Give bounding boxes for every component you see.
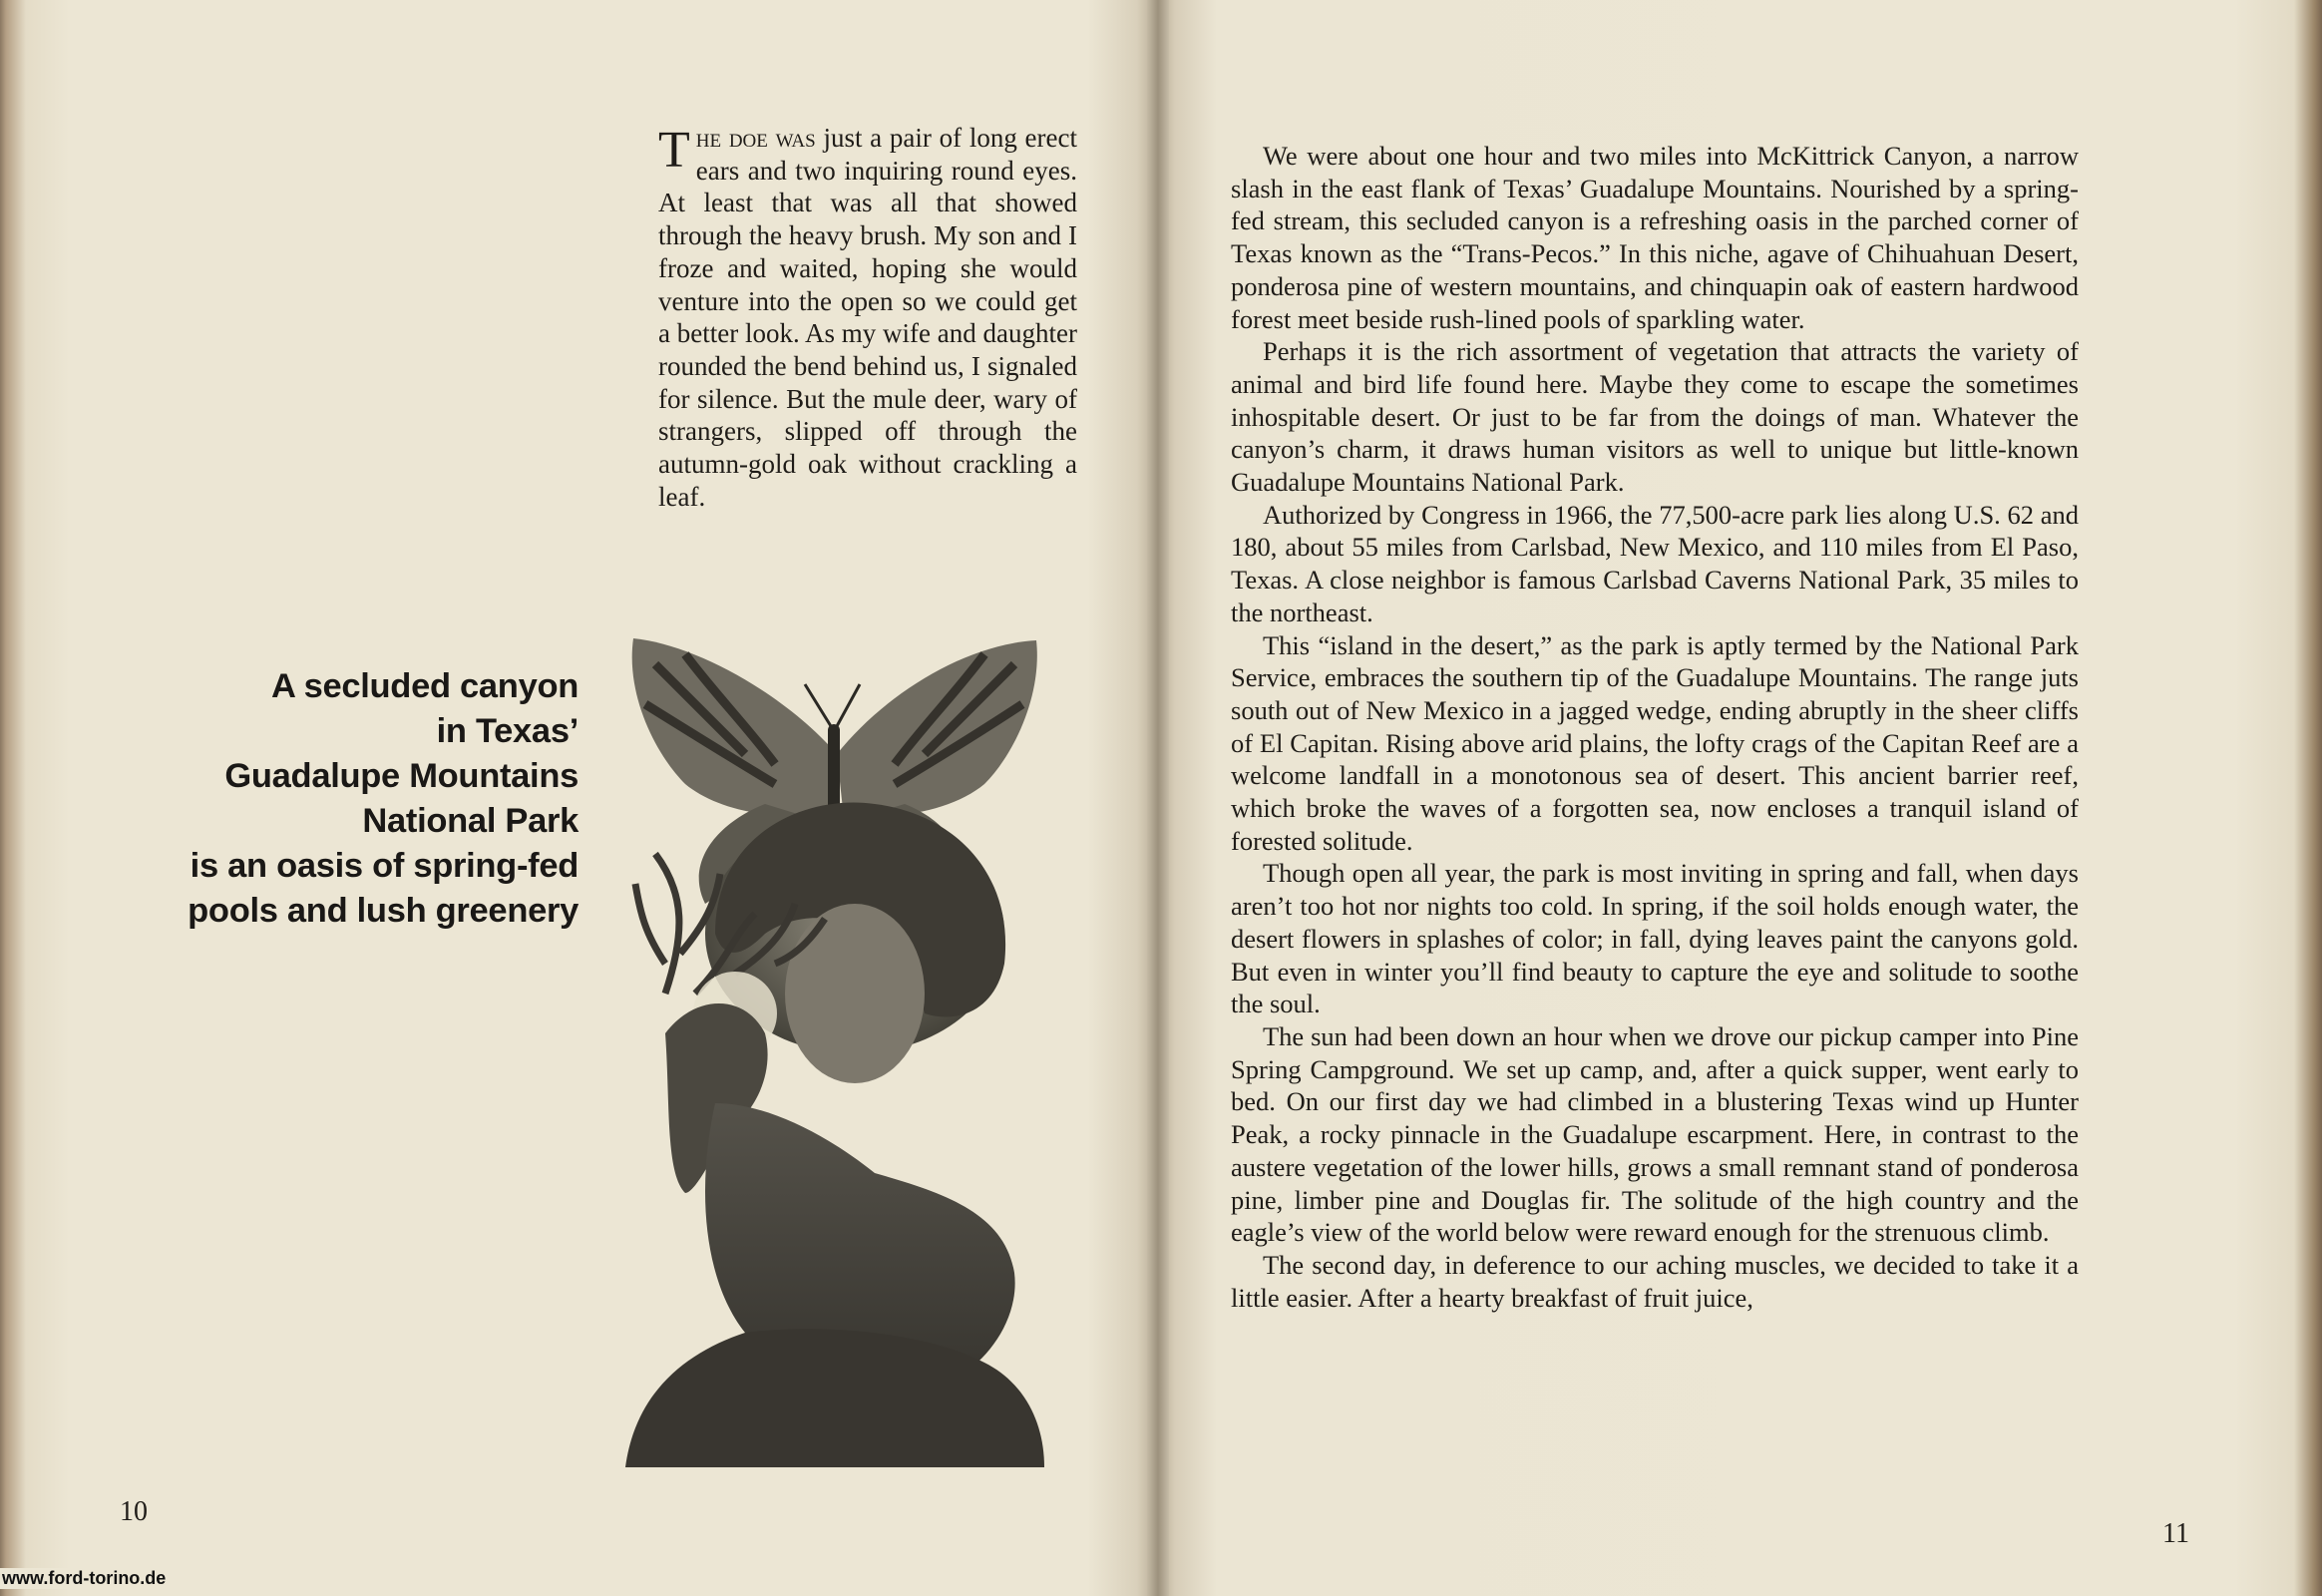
- page-number-right: 11: [2162, 1518, 2189, 1549]
- body-paragraph: Perhaps it is the rich assortment of vegetation that attracts the variety of animal and bird life found here. Maybe they come to escape the sometimes inhospitable desert. Or just to be far from the doings of man. Whatever the canyon’s charm, it draws human visitors as well to unique but little-known Guadalupe Mountains National Park.: [1231, 336, 2079, 498]
- body-paragraph: Authorized by Congress in 1966, the 77,500-acre park lies along U.S. 62 and 180, about 55 miles from Carlsbad, New Mexico, and 110 miles from El Paso, Texas. A close neighbor is famous Carlsbad Caverns National Park, 35 miles to the northeast.: [1231, 499, 2079, 627]
- headline-line: A secluded canyon: [270, 667, 579, 705]
- book-spine: [1147, 0, 1169, 1596]
- headline-line: Guadalupe Mountains: [224, 757, 579, 795]
- headline-line: pools and lush greenery: [188, 892, 579, 930]
- headline-line: National Park: [362, 802, 579, 840]
- body-paragraph: This “island in the desert,” as the park is aptly termed by the National Park Service, embraces the southern tip of the Guadalupe Mountains. The range juts south out of New Mexico in a jagged wedge, ending abruptly in the sheer cliffs of El Capitan. Rising above arid plains, the lofty crags of the Capitan Reef are a welcome landfall in a monotonous sea of desert. This ancient barrier reef, which broke the waves of a forgotten sea, now encloses a tranquil island of forested solitude.: [1231, 629, 2079, 856]
- intro-small-caps: he doe was: [695, 123, 816, 153]
- headline-line: is an oasis of spring-fed: [190, 847, 579, 885]
- intro-paragraph: [658, 122, 1077, 513]
- body-paragraph: Though open all year, the park is most inviting in spring and fall, when days aren’t too hot nor nights too cold. In spring, if the soil holds enough water, the desert flowers in splashes of color; in fall, dying leaves paint the canyons gold. But even in winter you’ll find beauty to capture the eye and solitude to soothe the soul.: [1231, 858, 2079, 1019]
- article-body: [1231, 140, 2079, 1314]
- article-headline: [100, 664, 579, 934]
- drop-cap: T: [658, 122, 690, 179]
- body-paragraph: The second day, in deference to our aching muscles, we decided to take it a little easier. After a hearty breakfast of fruit juice,: [1231, 1249, 2079, 1313]
- watermark-url: www.ford-torino.de: [0, 1568, 170, 1589]
- headline-line: in Texas’: [436, 712, 579, 750]
- body-paragraph: We were about one hour and two miles into McKittrick Canyon, a narrow slash in the east flank of Texas’ Guadalupe Mountains. Nourished by a spring-fed stream, this secluded canyon is a refreshing oasis in the parched corner of Texas known as the “Trans-Pecos.” In this niche, agave of Chihuahuan Desert, ponderosa pine of western mountains, and chinquapin oak of eastern hardwood forest meet beside rush-lined pools of sparkling water.: [1231, 141, 2079, 334]
- deer-butterfly-illustration: [625, 634, 1044, 1467]
- body-paragraph: The sun had been down an hour when we drove our pickup camper into Pine Spring Campground. We set up camp, and, after a quick supper, went early to bed. On our first day we had climbed in a blustering Texas wind up Hunter Peak, a rocky pinnacle in the Guadalupe escarpment. Here, in contrast to the austere vegetation of the lower hills, grows a small remnant stand of ponderosa pine, limber pine and Douglas fir. The solitude of the high country and the eagle’s view of the world below were reward enough for the strenuous climb.: [1231, 1020, 2079, 1248]
- intro-text: just a pair of long erect ears and two inquiring round eyes. At least that was all that showed through the heavy brush. My son and I froze and waited, hoping she would venture into the open so we could get a better look. As my wife and daughter rounded the bend behind us, I signaled for silence. But the mule deer, wary of strangers, slipped off through the autumn-gold oak without crackling a leaf.: [658, 123, 1077, 512]
- page-number-left: 10: [120, 1496, 148, 1527]
